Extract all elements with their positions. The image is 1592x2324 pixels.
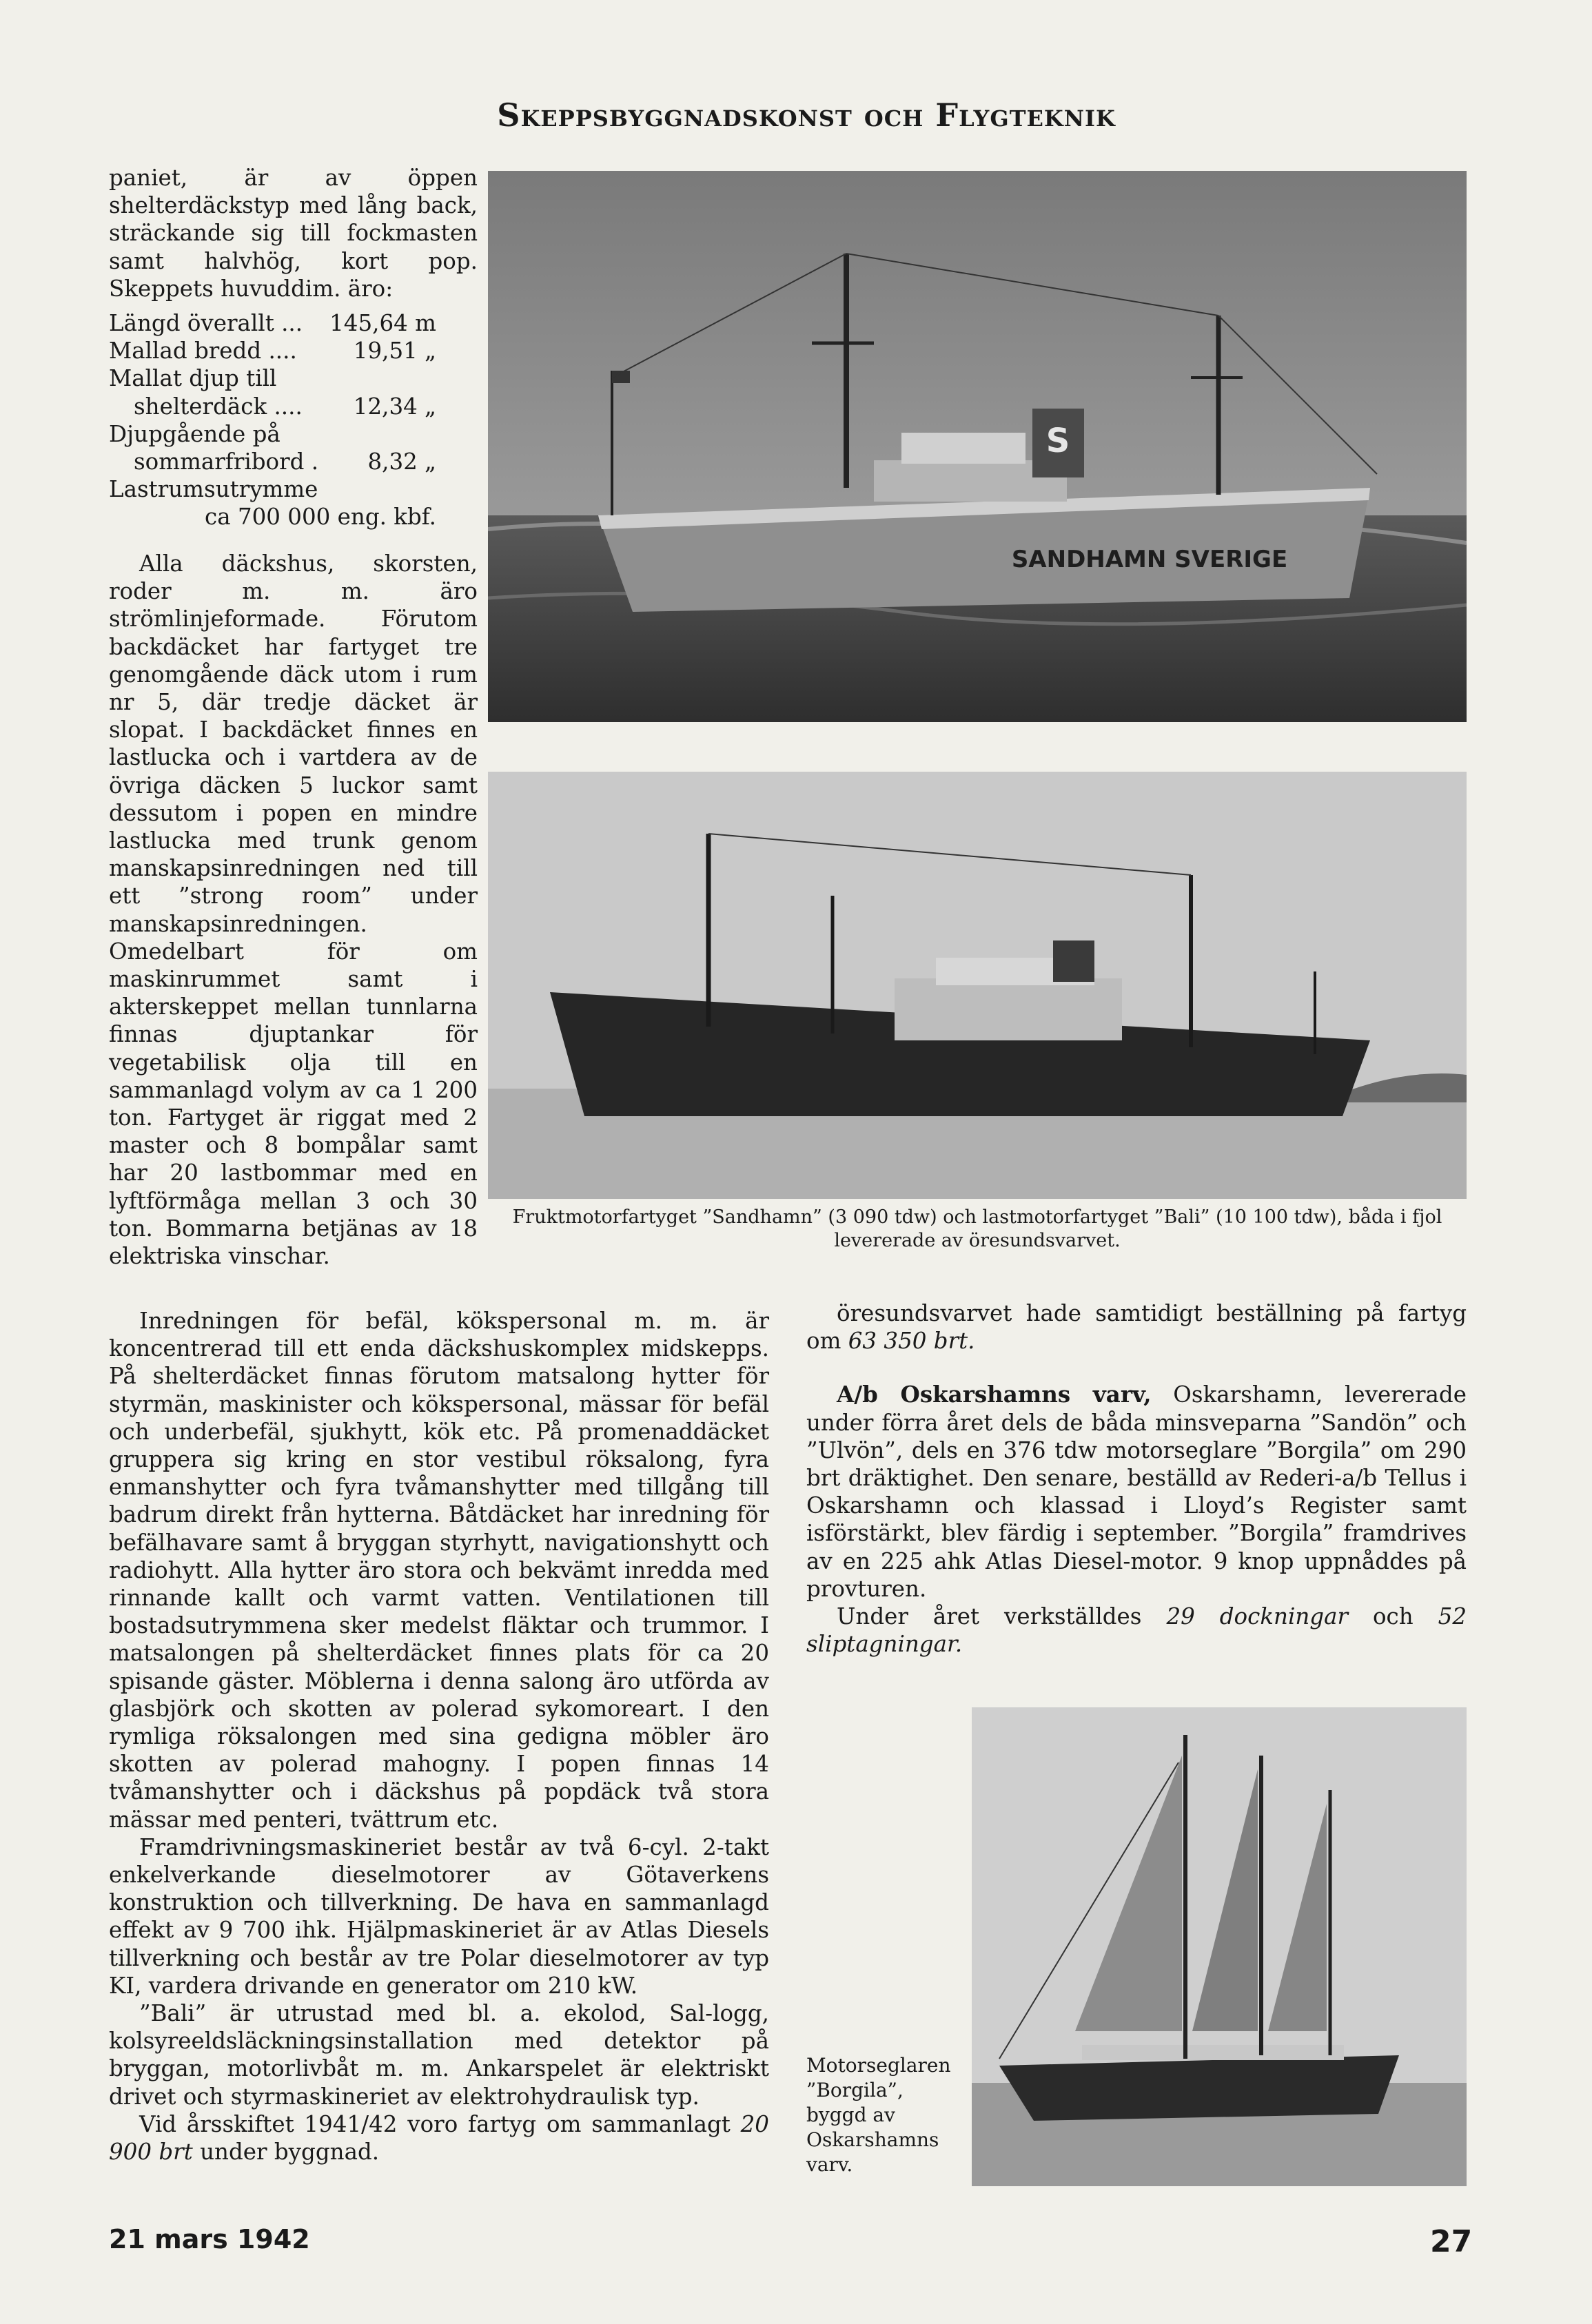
p2-text: Oskarshamn, levererade under förra året dels de båda minsveparna ”Sandön” och ”Ulvön”, dels en 376 tdw motorseglare ”Borgila” om 290 brt dräktighet. Den senare, beställd av Rederi-a/b Tellus i Oskarshamn och klassad i Lloyd’s Register samt isförstärkt, blev färdig i september. ”Borgila” framdrives av en 225 ahk Atlas Diesel-motor. 9 knop uppnåddes på provturen. xyxy=(806,1381,1467,1602)
dim-label: Längd överallt ... xyxy=(109,310,303,336)
hull-lettering: SANDHAMN SVERIGE xyxy=(1011,546,1288,573)
last-para-text: Vid årsskiftet 1941/42 voro fartyg om sammanlagt xyxy=(139,2110,731,2137)
paragraph xyxy=(806,1381,1467,1603)
dim-label: Lastrumsutrymme xyxy=(109,476,318,503)
ship-sandhamn-image xyxy=(488,171,1467,722)
p3-value-1: 29 dockningar xyxy=(1166,1603,1348,1630)
dim-label: Mallad bredd .... xyxy=(109,338,297,364)
dim-value: 145,64 m xyxy=(329,310,436,336)
funnel-mark: S xyxy=(1045,422,1070,460)
photo-bali xyxy=(488,772,1467,1199)
p3-mid: och xyxy=(1372,1603,1414,1630)
left-lower-text xyxy=(109,1307,769,2166)
right-column-text xyxy=(806,1299,1467,1658)
p2-lead: A/b Oskarshamns varv, xyxy=(837,1381,1152,1408)
dim-row xyxy=(109,448,436,475)
last-para-suffix: under byggnad. xyxy=(200,2139,380,2166)
dim-value: 8,32 „ xyxy=(367,449,436,475)
page-header-title: Skeppsbyggnadskonst och Flygteknik xyxy=(497,96,1116,134)
dim-row xyxy=(109,393,436,420)
p3-text: Under året verkställdes xyxy=(837,1603,1142,1630)
dim-value: ca 700 000 eng. kbf. xyxy=(205,504,436,531)
dim-label: Mallat djup till xyxy=(109,365,277,392)
dim-row xyxy=(109,309,436,337)
dim-row xyxy=(109,364,436,392)
left-column-text: Alla däckshus, skorsten, roder m. m. äro strömlinjeformade. Förutom backdäcket har fartyget tre genomgående däck utom i rum nr 5, där tredje däcket är slopat. I backdäcket finnes en lastlucka och i vartdera av de övriga däcken 5 luckor samt dessutom i popen en mindre lastlucka med trunk genom manskapsinredningen ned till ett ”strong room” under manskapsinredningen. Omedelbart för om maskinrummet samt i akterskeppet mellan tunnlarna finnas djuptankar för vegetabilisk olja till en sammanlagd volym av ca 1 200 ton. Fartyget är riggat med 2 master och 8 bompålar samt har 20 lastbommar med en lyftförmåga mellan 3 och 30 ton. Bommarna betjänas av 18 elektriska vinschar. xyxy=(109,551,478,1270)
footer-date: 21 mars 1942 xyxy=(109,2224,310,2254)
p1-text: öresundsvarvet hade samtidigt beställning på fartyg om xyxy=(806,1300,1467,1355)
page-number: 27 xyxy=(1430,2224,1473,2259)
paragraph xyxy=(806,1603,1467,1658)
ship-bali-image xyxy=(488,772,1467,1199)
photo-sandhamn xyxy=(488,171,1467,722)
paragraph: ”Bali” är utrustad med bl. a. ekolod, Sal-logg, kolsyreeldsläckningsinstallation med detektor på bryggan, motorlivbåt m. m. Ankarspelet är elektriskt drivet och styrmaskineriet av elektrohydraulisk typ. xyxy=(109,2000,769,2110)
photo-borgila xyxy=(972,1707,1467,2186)
dim-label: sommarfribord . xyxy=(134,449,319,475)
dim-label: shelterdäck .... xyxy=(134,393,303,420)
left-intro: paniet, är av öppen shelterdäckstyp med lång back, sträckande sig till fockmasten samt halvhög, kort pop. Skeppets huvuddim. äro: xyxy=(109,165,478,302)
dim-row xyxy=(109,337,436,364)
paragraph xyxy=(109,2110,769,2166)
dim-value: 12,34 „ xyxy=(353,393,436,420)
photo-caption: Fruktmotorfartyget ”Sandhamn” (3 090 tdw) och lastmotorfartyget ”Bali” (10 100 tdw), båda i fjol levererade av öresundsvarvet. xyxy=(512,1206,1442,1251)
schooner-borgila-image xyxy=(972,1707,1467,2186)
side-caption: Motorseglaren ”Borgila”, byggd av Oskarshamns varv. xyxy=(806,2054,951,2176)
paragraph: Inredningen för befäl, kökspersonal m. m. är koncentrerad till ett enda däckshuskomplex midskepps. På shelterdäcket finnas förutom matsalong hytter för styrmän, maskinister och kökspersonal, mässar för befäl och underbefäl, sjukhytt, kök etc. På promenaddäcket gruppera sig kring en stor vestibul röksalong, fyra enmanshytter och fyra tvåmanshytter med tillgång till badrum direkt från hytterna. Båtdäcket har inredning för befälhavare samt å bryggan styrhytt, navigationshytt och radiohytt. Alla hytter äro stora och bekvämt inredda med rinnande kallt och varmt vatten. Ventilationen till bostadsutrymmena sker medelst fläktar och trummor. I matsalongen på shelterdäcket finnes plats för ca 20 spisande gäster. Möblerna i denna salong äro utförda av glasbjörk och skotten av polerad sykomoreart. I den rymliga röksalongen med sina gedigna möbler äro skotten av polerad mahogny. I popen finnas 14 tvåmanshytter och i däckshus på popdäck två stora mässar med penteri, tvättrum etc. xyxy=(109,1308,769,1833)
dim-row xyxy=(109,420,436,448)
paragraph xyxy=(806,1299,1467,1355)
dim-row xyxy=(109,475,436,503)
paragraph: Framdrivningsmaskineriet består av två 6-cyl. 2-takt enkelverkande dieselmotorer av Götaverkens konstruktion och tillverkning. De hava en sammanlagd effekt av 9 700 ihk. Hjälpmaskineriet är av Atlas Diesels tillverkning och består av tre Polar dieselmotorer av typ KI, vardera drivande en generator om 210 kW. xyxy=(109,1833,769,1999)
dim-label: Djupgående på xyxy=(109,420,280,447)
dim-value: 19,51 „ xyxy=(353,338,436,364)
p3-value-2: 52 sliptagningar. xyxy=(806,1603,1467,1658)
last-para-value: 20 900 brt xyxy=(109,2110,769,2166)
dim-row xyxy=(109,503,436,531)
dimensions-table xyxy=(109,309,436,531)
p1-value: 63 350 brt. xyxy=(848,1328,975,1355)
